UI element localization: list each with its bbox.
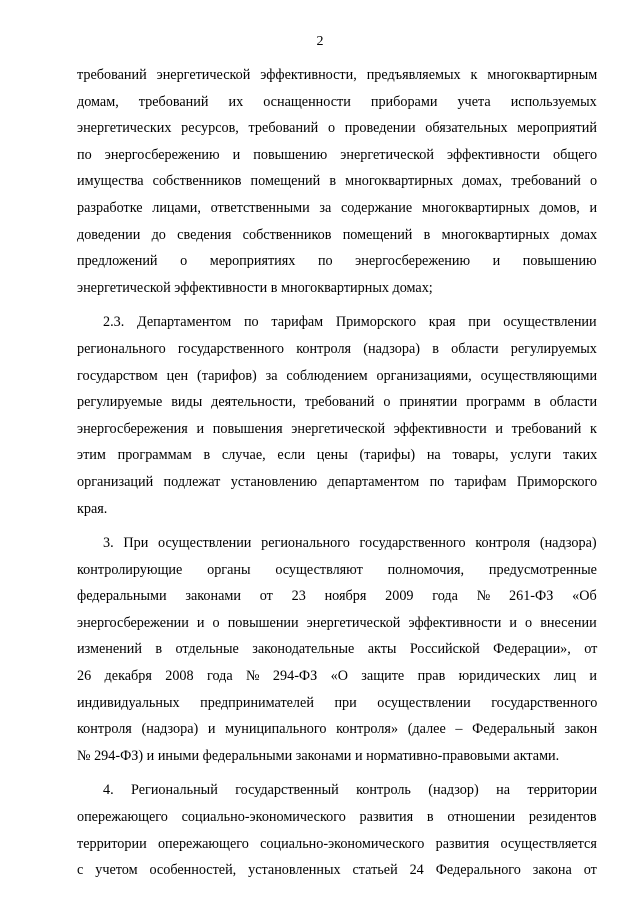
text-line: территории опережающего социально-экономического развития осуществляется	[77, 835, 597, 852]
text-line: энергетических ресурсов, требований о проведении обязательных мероприятий	[77, 120, 597, 137]
text-line: доведении до сведения собственников помещений в многоквартирных домах	[77, 226, 598, 243]
text-line: 26 декабря 2008 года № 294-ФЗ «О защите прав юридических лиц и	[77, 668, 597, 685]
text-line: государством цен (тарифов) за соблюдением организациями, осуществляющими	[77, 367, 598, 384]
text-line: требований энергетической эффективности, предъявляемых к многоквартирным	[77, 67, 598, 83]
text-line: энергетической эффективности в многоквартирных домах;	[77, 279, 433, 296]
text-line: этим программам в случае, если цены (тарифы) на товары, услуги таких	[77, 447, 598, 464]
text-line: № 294-ФЗ) и иными федеральными законами и нормативно-правовыми актами.	[77, 747, 560, 764]
text-line: организаций подлежат установлению департаментом по тарифам Приморского	[77, 473, 598, 490]
text-line: с учетом особенностей, установленных статьей 24 Федерального закона от	[77, 862, 597, 879]
text-line: контроля (надзора) и муниципального контроля» (далее – Федеральный закон	[77, 721, 598, 738]
text-line: регионального государственного контроля (надзора) в области регулируемых	[77, 340, 597, 357]
text-line: опережающего социально-экономического развития в отношении резидентов	[77, 809, 597, 826]
document-body	[77, 62, 597, 884]
text-line: предложений о мероприятиях по энергосбережению и повышению	[77, 253, 597, 270]
text-line: индивидуальных предпринимателей при осуществлении государственного	[77, 694, 598, 711]
text-line: 3. При осуществлении регионального государственного контроля (надзора)	[103, 535, 597, 552]
text-line: края.	[77, 500, 108, 517]
text-line: регулируемые виды деятельности, требований о принятии программ в области	[77, 394, 598, 411]
text-line: федеральными законами от 23 ноября 2009 года № 261-ФЗ «Об	[77, 588, 597, 605]
paragraph-2-2-continuation	[77, 62, 597, 301]
text-line: 2.3. Департаментом по тарифам Приморского края при осуществлении	[103, 314, 597, 331]
text-line: домам, требований их оснащенности приборами учета используемых	[77, 93, 597, 110]
text-line: 4. Региональный государственный контроль (надзор) на территории	[103, 782, 598, 799]
text-line: энергосбережения и повышения энергетической эффективности и требований к	[77, 420, 597, 437]
paragraph-3	[77, 530, 597, 769]
text-line: по энергосбережению и повышению энергетической эффективности общего	[77, 146, 598, 163]
paragraph-4	[77, 777, 597, 883]
text-line: имущества собственников помещений в многоквартирных домах, требований о	[77, 173, 598, 190]
text-line: разработке лицами, ответственными за содержание многоквартирных домов, и	[77, 199, 598, 216]
page-number: 2	[316, 34, 324, 49]
text-line: энергосбережении и о повышении энергетической эффективности и о внесении	[77, 614, 597, 631]
text-line: контролирующие органы осуществляют полномочия, предусмотренные	[77, 561, 597, 578]
text-line: изменений в отдельные законодательные акты Российской Федерации», от	[77, 641, 598, 658]
paragraph-2-3	[77, 309, 597, 522]
